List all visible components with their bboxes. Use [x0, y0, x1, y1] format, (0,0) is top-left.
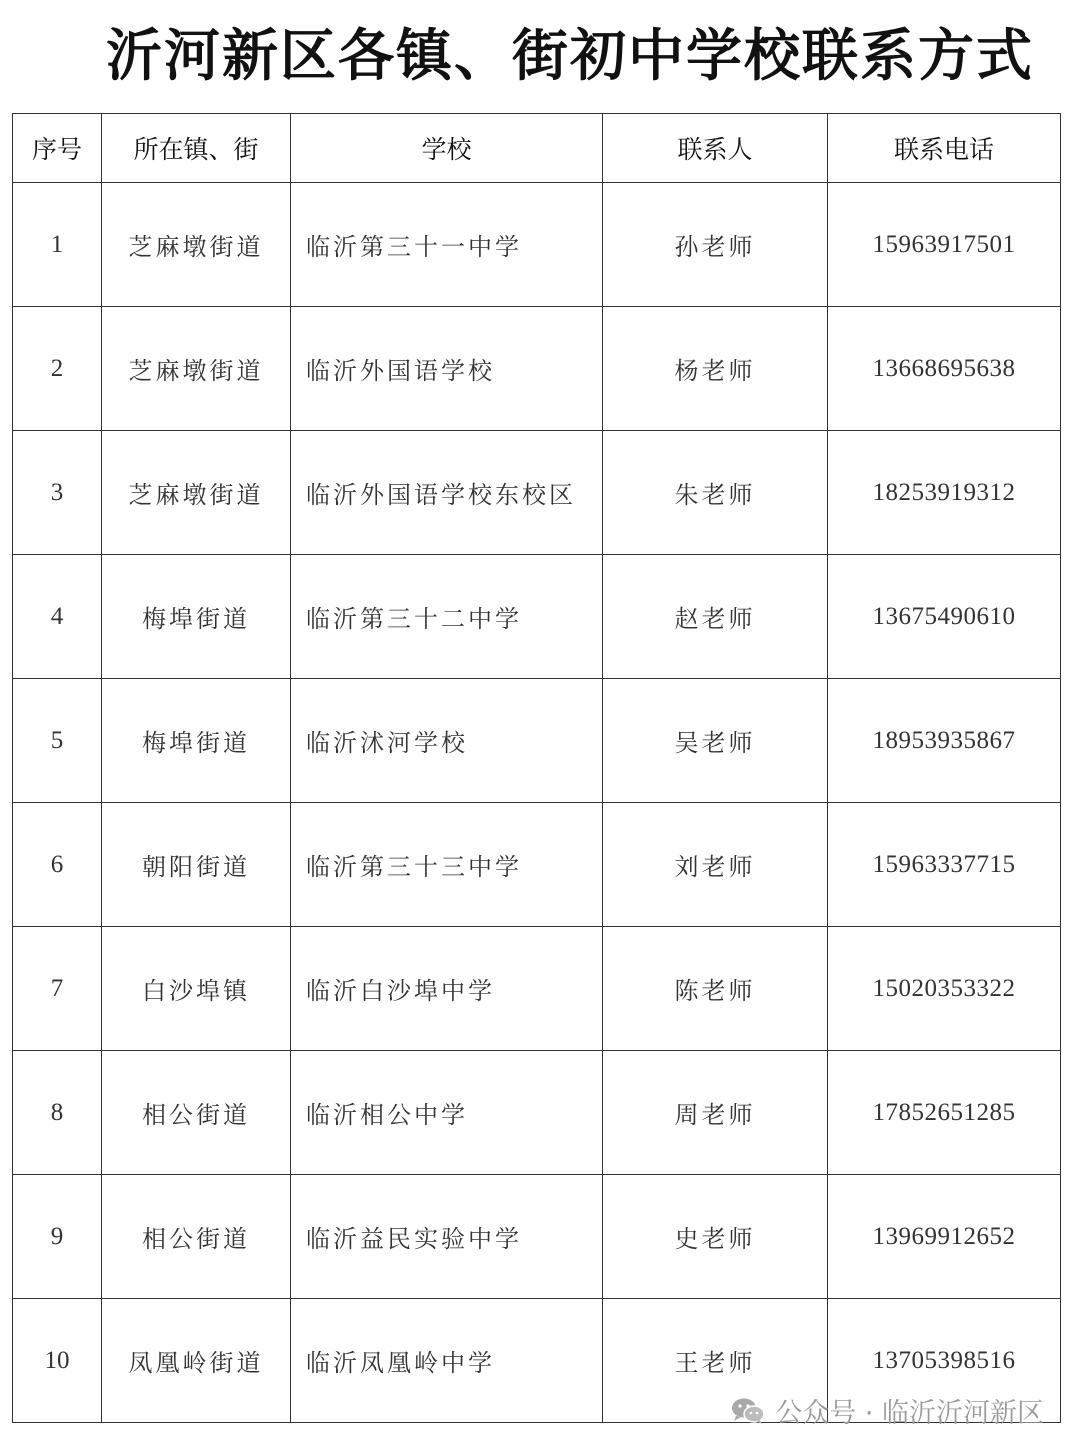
table-row	[13, 679, 1061, 803]
row-index: 3	[13, 431, 102, 555]
row-town: 芝麻墩街道	[102, 431, 291, 555]
header-index: 序号	[13, 114, 102, 183]
row-school: 临沂第三十二中学	[291, 555, 603, 679]
row-contact: 杨老师	[603, 307, 828, 431]
row-phone: 13668695638	[828, 307, 1061, 431]
row-index: 8	[13, 1051, 102, 1175]
row-index: 6	[13, 803, 102, 927]
row-contact: 刘老师	[603, 803, 828, 927]
row-contact: 朱老师	[603, 431, 828, 555]
row-town: 凤凰岭街道	[102, 1299, 291, 1423]
row-town: 相公街道	[102, 1051, 291, 1175]
wechat-icon	[731, 1397, 765, 1425]
row-town: 朝阳街道	[102, 803, 291, 927]
row-index: 9	[13, 1175, 102, 1299]
row-contact: 王老师	[603, 1299, 828, 1423]
contacts-table	[12, 113, 1061, 1423]
watermark	[731, 1391, 1044, 1430]
row-contact: 陈老师	[603, 927, 828, 1051]
row-phone: 13705398516	[828, 1299, 1061, 1423]
watermark-text: 公众号 · 临沂沂河新区	[775, 1398, 1044, 1429]
row-contact: 赵老师	[603, 555, 828, 679]
table-row	[13, 431, 1061, 555]
row-town: 芝麻墩街道	[102, 307, 291, 431]
row-school: 临沂凤凰岭中学	[291, 1299, 603, 1423]
table-row	[13, 183, 1061, 307]
row-index: 4	[13, 555, 102, 679]
row-phone: 15020353322	[828, 927, 1061, 1051]
row-phone: 18253919312	[828, 431, 1061, 555]
row-index: 7	[13, 927, 102, 1051]
row-index: 5	[13, 679, 102, 803]
row-school: 临沂沭河学校	[291, 679, 603, 803]
row-school: 临沂第三十三中学	[291, 803, 603, 927]
row-town: 白沙埠镇	[102, 927, 291, 1051]
row-school: 临沂相公中学	[291, 1051, 603, 1175]
page-title: 沂河新区各镇、街初中学校联系方式	[106, 23, 1034, 89]
table-row	[13, 307, 1061, 431]
row-school: 临沂第三十一中学	[291, 183, 603, 307]
row-school: 临沂白沙埠中学	[291, 927, 603, 1051]
table-row	[13, 1051, 1061, 1175]
header-town: 所在镇、街	[102, 114, 291, 183]
row-phone: 17852651285	[828, 1051, 1061, 1175]
row-contact: 周老师	[603, 1051, 828, 1175]
table-row	[13, 1175, 1061, 1299]
row-phone: 13675490610	[828, 555, 1061, 679]
row-phone: 13969912652	[828, 1175, 1061, 1299]
row-contact: 史老师	[603, 1175, 828, 1299]
table-row	[13, 927, 1061, 1051]
row-phone: 18953935867	[828, 679, 1061, 803]
header-school: 学校	[291, 114, 603, 183]
table-row	[13, 803, 1061, 927]
row-index: 1	[13, 183, 102, 307]
row-town: 相公街道	[102, 1175, 291, 1299]
table-header-row	[13, 114, 1061, 183]
row-index: 10	[13, 1299, 102, 1423]
header-contact: 联系人	[603, 114, 828, 183]
row-phone: 15963337715	[828, 803, 1061, 927]
row-contact: 吴老师	[603, 679, 828, 803]
row-school: 临沂外国语学校	[291, 307, 603, 431]
row-town: 梅埠街道	[102, 679, 291, 803]
row-contact: 孙老师	[603, 183, 828, 307]
row-town: 芝麻墩街道	[102, 183, 291, 307]
row-school: 临沂外国语学校东校区	[291, 431, 603, 555]
row-phone: 15963917501	[828, 183, 1061, 307]
row-town: 梅埠街道	[102, 555, 291, 679]
row-index: 2	[13, 307, 102, 431]
table-row	[13, 555, 1061, 679]
header-phone: 联系电话	[828, 114, 1061, 183]
row-school: 临沂益民实验中学	[291, 1175, 603, 1299]
